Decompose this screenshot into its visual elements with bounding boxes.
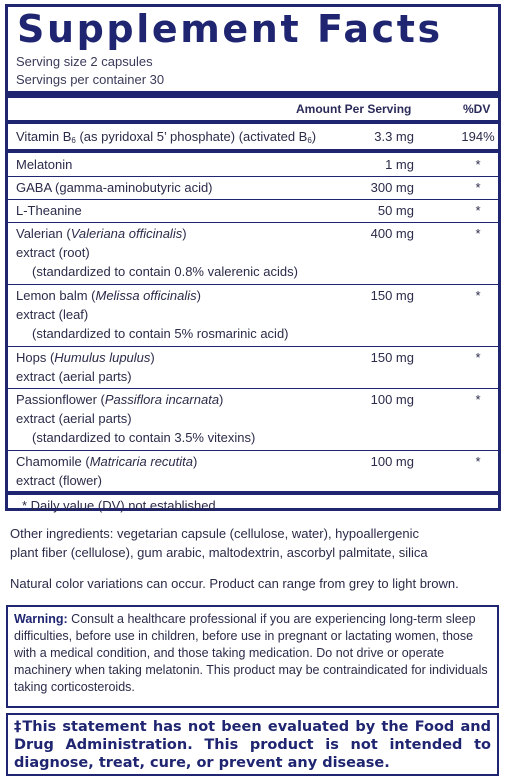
other-ingredients: Other ingredients: vegetarian capsule (cellulose, water), hypoallergenic plant fiber (cellulose), gum arabic, maltodextrin, ascorbyl palmitate, silica [10, 526, 428, 560]
row-divider [8, 346, 498, 347]
nutrient-name: Chamomile (Matricaria recutita) [16, 454, 198, 469]
nutrient-name: GABA (gamma-aminobutyric acid) [16, 180, 213, 195]
nutrient-name: Passionflower (Passiflora incarnata) [16, 392, 224, 407]
nutrient-name: Hops (Humulus lupulus) [16, 350, 155, 365]
thick-divider-vitamins [8, 149, 498, 153]
row-divider [8, 450, 498, 451]
row-divider [8, 284, 498, 285]
color-variation-note: Natural color variations can occur. Product can range from grey to light brown. [10, 576, 459, 591]
nutrient-row-hops [8, 348, 498, 388]
fda-statement: ‡This statement has not been evaluated by the Food and Drug Administration. This product is not intended to diagnose, treat, cure, or prevent any disease. [14, 719, 491, 771]
nutrient-dv: * [475, 180, 481, 195]
thick-divider-header [8, 120, 498, 124]
nutrient-dv: * [475, 157, 481, 172]
serving-size: Serving size 2 capsules [16, 54, 153, 69]
nutrient-dv: * [475, 226, 481, 241]
nutrient-name: Lemon balm (Melissa officinalis) [16, 288, 201, 303]
nutrient-dv: * [475, 350, 481, 365]
nutrient-dv: * [475, 288, 481, 303]
header-amount: Amount Per Serving [296, 102, 412, 116]
nutrient-dv: * [475, 454, 481, 469]
nutrient-row-lemon-balm [8, 286, 498, 346]
nutrient-amount: 150 mg [370, 350, 414, 365]
nutrient-dv: * [475, 203, 481, 218]
supplement-facts-panel [5, 4, 501, 511]
thick-divider-top [8, 91, 498, 98]
thick-divider-bottom [8, 491, 498, 495]
nutrient-name: Vitamin $B_6$ (as pyridoxal 5’ phosphate) (activated $B_6$) [16, 129, 317, 145]
warning-box [6, 605, 499, 708]
nutrient-row-passionflower [8, 390, 498, 450]
warning-label: Warning: [14, 612, 68, 626]
nutrient-dv: 194% [461, 129, 495, 144]
nutrient-detail: extract (aerial parts) [16, 411, 132, 426]
nutrient-name: Valerian (Valeriana officinalis) [16, 226, 187, 241]
warning-text: Consult a healthcare professional if you are experiencing long-term sleep difficulties, before use in children, before use in pregnant or lactating women, those with a medical condition, and those taking medication. Do not drive or operate machinery when taking melatonin. This product may be contraindicated for individuals taking corticosteroids. [14, 612, 488, 694]
nutrient-name: L-Theanine [16, 203, 82, 218]
nutrient-row-valerian [8, 224, 498, 284]
row-divider [8, 222, 498, 223]
nutrient-standardization: (standardized to contain 5% rosmarinic acid) [32, 326, 289, 341]
nutrient-amount: 400 mg [370, 226, 414, 241]
nutrient-amount: 50 mg [377, 203, 414, 218]
nutrient-standardization: (standardized to contain 0.8% valerenic acids) [32, 264, 298, 279]
nutrient-amount: 300 mg [370, 180, 414, 195]
nutrient-name: Melatonin [16, 157, 73, 172]
nutrient-detail: extract (leaf) [16, 307, 89, 322]
panel-title: Supplement Facts [17, 7, 443, 51]
nutrient-amount: 100 mg [370, 454, 414, 469]
nutrient-detail: extract (aerial parts) [16, 369, 132, 384]
nutrient-row-chamomile [8, 452, 498, 492]
nutrient-dv: * [475, 392, 481, 407]
daily-value-note: * Daily value (DV) not established [22, 498, 216, 513]
row-divider [8, 388, 498, 389]
row-divider [8, 176, 498, 177]
header-dv: %DV [463, 102, 491, 116]
nutrient-detail: extract (root) [16, 245, 90, 260]
nutrient-amount: 150 mg [370, 288, 414, 303]
nutrient-detail: extract (flower) [16, 473, 102, 488]
servings-per-container: Servings per container 30 [16, 72, 165, 87]
nutrient-amount: 1 mg [385, 157, 414, 172]
nutrient-standardization: (standardized to contain 3.5% vitexins) [32, 430, 256, 445]
nutrient-amount: 100 mg [370, 392, 414, 407]
fda-disclaimer-box [6, 713, 499, 776]
row-divider [8, 199, 498, 200]
nutrient-amount: 3.3 mg [374, 129, 414, 144]
